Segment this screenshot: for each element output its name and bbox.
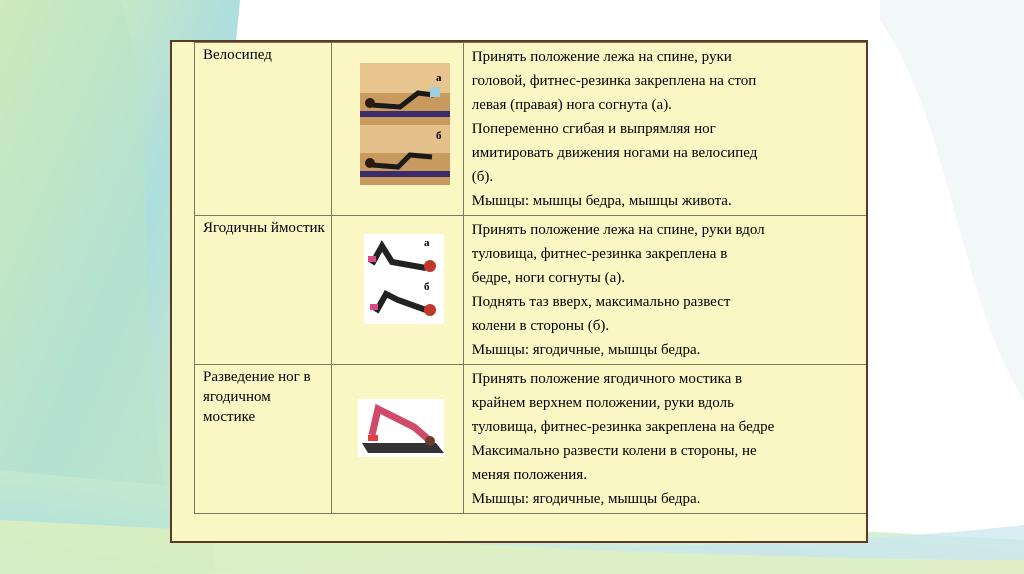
bicycle-exercise-photo [360,63,450,185]
exercise-description [463,43,868,216]
description-line: бедре, ноги согнуты (а). [471,270,626,286]
exercise-name: Разведение ног в ягодичном мостике [195,365,332,514]
description-line: Принять положение лежа на спине, руки вдол [471,222,765,238]
description-line: Мышцы: ягодичные, мышцы бедра. [471,491,701,507]
leg-spread-bridge-photo [358,399,444,457]
image-label-a: а [424,237,430,249]
description-line: головой, фитнес-резинка закреплена на стоп [471,73,757,89]
description-line: Принять положение ягодичного мостика в [471,371,743,387]
description-line: Попеременно сгибая и выпрямляя ног [471,121,716,137]
description-line: меняя положения. [471,467,587,483]
description-line: Принять положение лежа на спине, руки [471,49,732,65]
exercise-name: Велосипед [195,43,332,216]
exercise-table-frame [170,40,868,543]
description-line: туловища, фитнес-резинка закреплена на бедре [471,419,775,435]
exercise-image-cell [332,43,463,216]
description-line: Поднять таз вверх, максимально развест [471,294,731,310]
exercise-image-cell [332,365,463,514]
description-line: крайнем верхнем положении, руки вдоль [471,395,734,411]
description-line: Мышцы: ягодичные, мышцы бедра. [471,342,701,358]
exercise-description [463,365,868,514]
image-label-b: б [424,281,430,293]
image-label-b: б [436,130,442,142]
exercise-name: Ягодичны ймостик [195,216,332,365]
exercise-description [463,216,868,365]
image-label-a: а [436,72,442,84]
exercise-image-cell [332,216,463,365]
description-line: Мышцы: мышцы бедра, мышцы живота. [471,193,732,209]
table-row [195,216,869,365]
glute-bridge-photo [364,234,444,324]
table-row [195,365,869,514]
description-line: левая (правая) нога согнута (а). [471,97,672,113]
table-row [195,43,869,216]
description-line: туловища, фитнес-резинка закреплена в [471,246,728,262]
exercise-table [194,42,868,514]
description-line: (б). [471,169,494,185]
description-line: колени в стороны (б). [471,318,610,334]
description-line: Максимально развести колени в стороны, не [471,443,757,459]
description-line: имитировать движения ногами на велосипед [471,145,758,161]
